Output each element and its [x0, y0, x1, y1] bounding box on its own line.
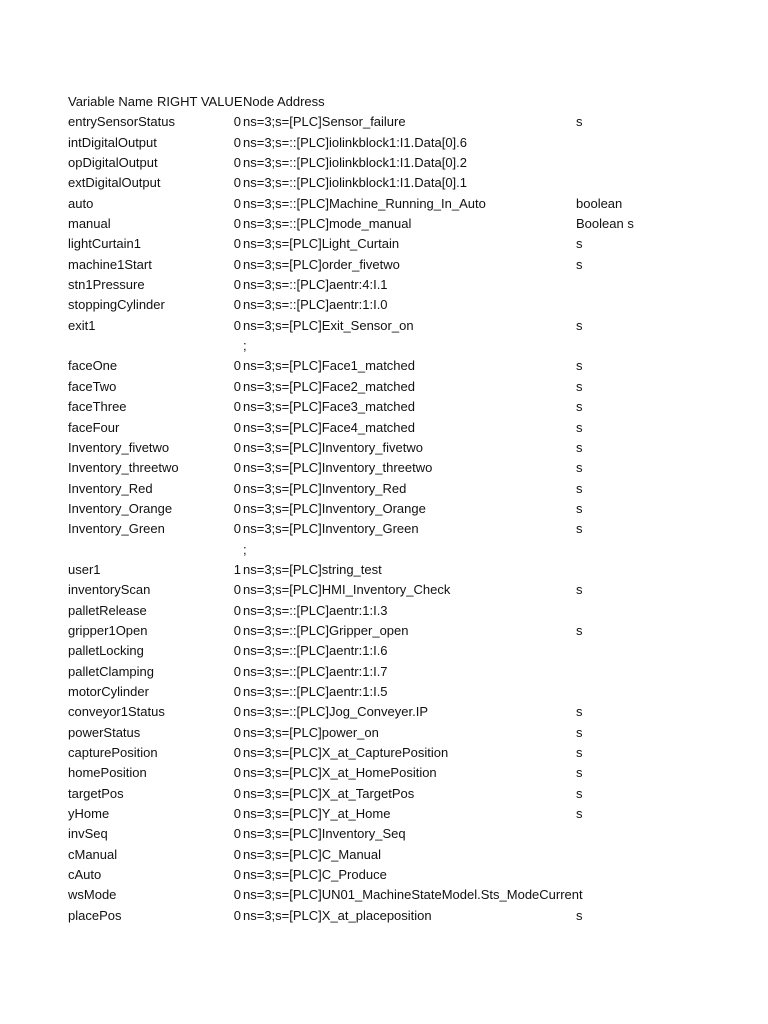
- table-row: [0, 479, 768, 499]
- table-row: [0, 763, 768, 783]
- node-address-cell[interactable]: ns=3;s=[PLC]Inventory_threetwo: [243, 460, 433, 476]
- node-address-cell[interactable]: ns=3;s=::[PLC]aentr:1:I.6: [243, 643, 388, 659]
- right-value-cell[interactable]: 0: [233, 134, 241, 150]
- type-cell[interactable]: Boolean s: [576, 216, 634, 232]
- spreadsheet: [0, 92, 768, 926]
- node-address-cell[interactable]: ns=3;s=[PLC]Face4_matched: [243, 419, 415, 435]
- variable-name-cell[interactable]: capturePosition: [68, 745, 158, 760]
- node-address-cell[interactable]: ns=3;s=::[PLC]aentr:1:I.7: [243, 663, 388, 679]
- right-value-cell[interactable]: 0: [233, 236, 241, 252]
- type-cell[interactable]: s: [576, 114, 583, 130]
- variable-name-cell[interactable]: homePosition: [68, 765, 147, 781]
- type-cell[interactable]: s: [576, 582, 583, 598]
- variable-name-cell[interactable]: stn1Pressure: [68, 277, 145, 293]
- table-row: [0, 112, 768, 132]
- node-address-cell[interactable]: ns=3;s=[PLC]HMI_Inventory_Check: [243, 582, 451, 598]
- variable-name-cell[interactable]: extDigitalOutput: [68, 175, 161, 191]
- type-cell[interactable]: s: [576, 378, 583, 394]
- right-value-cell[interactable]: 0: [233, 785, 241, 801]
- table-row: [0, 356, 768, 376]
- node-address-cell[interactable]: ns=3;s=::[PLC]aentr:1:I.3: [243, 602, 388, 618]
- variable-name-cell[interactable]: auto: [68, 195, 94, 211]
- right-value-cell[interactable]: 0: [233, 256, 241, 272]
- table-row: [0, 275, 768, 295]
- right-value-cell[interactable]: 0: [233, 195, 241, 211]
- type-cell[interactable]: s: [576, 521, 583, 537]
- type-cell[interactable]: s: [576, 256, 583, 272]
- table-row: [0, 641, 768, 661]
- variable-name-cell[interactable]: intDigitalOutput: [68, 134, 157, 150]
- table-row: [0, 173, 768, 193]
- table-row: [0, 662, 768, 682]
- node-address-cell[interactable]: ns=3;s=[PLC]Inventory_Seq: [243, 826, 406, 842]
- type-cell[interactable]: s: [576, 439, 583, 455]
- node-address-cell[interactable]: ns=3;s=[PLC]Face3_matched: [243, 399, 415, 415]
- node-address-cell[interactable]: ns=3;s=::[PLC]Gripper_open: [243, 622, 409, 638]
- node-address-cell[interactable]: ns=3;s=[PLC]order_fivetwo: [243, 256, 400, 272]
- table-row: [0, 580, 768, 600]
- separator-cell[interactable]: ;: [243, 338, 247, 354]
- right-value-cell[interactable]: 0: [233, 602, 241, 618]
- table-row: [0, 560, 768, 580]
- header-right-value[interactable]: RIGHT VALUE: [157, 94, 243, 109]
- variable-name-cell[interactable]: palletClamping: [68, 663, 154, 679]
- right-value-cell[interactable]: 0: [233, 724, 241, 740]
- node-address-cell[interactable]: ns=3;s=[PLC]power_on: [243, 724, 379, 740]
- node-address-cell[interactable]: ns=3;s=::[PLC]Machine_Running_In_Auto: [243, 195, 486, 211]
- right-value-cell[interactable]: 0: [233, 663, 241, 679]
- table-row: [0, 316, 768, 336]
- node-address-cell[interactable]: ns=3;s=::[PLC]iolinkblock1:I1.Data[0].6: [243, 134, 468, 150]
- node-address-cell[interactable]: ns=3;s=::[PLC]aentr:1:I.5: [243, 683, 388, 699]
- right-value-cell[interactable]: 0: [233, 358, 241, 374]
- table-row: [0, 519, 768, 539]
- table-row: [0, 255, 768, 275]
- right-value-cell[interactable]: 0: [233, 745, 241, 760]
- right-value-cell[interactable]: 0: [233, 683, 241, 699]
- table-row: [0, 153, 768, 173]
- node-address-cell[interactable]: ns=3;s=[PLC]Face2_matched: [243, 378, 415, 394]
- variable-name-cell[interactable]: gripper1Open: [68, 622, 148, 638]
- variable-name-cell[interactable]: manual: [68, 216, 111, 232]
- right-value-cell[interactable]: 0: [233, 867, 241, 883]
- variable-name-cell[interactable]: Inventory_Orange: [68, 500, 173, 516]
- type-cell[interactable]: s: [576, 480, 583, 496]
- table-row: [0, 458, 768, 478]
- right-value-cell[interactable]: 0: [233, 297, 241, 313]
- variable-name-cell[interactable]: Inventory_threetwo: [68, 460, 179, 476]
- type-cell[interactable]: s: [576, 765, 583, 781]
- data-rows: [0, 112, 768, 926]
- type-cell[interactable]: s: [576, 419, 583, 435]
- table-row: [0, 295, 768, 315]
- node-address-cell[interactable]: ns=3;s=[PLC]X_at_TargetPos: [243, 785, 415, 801]
- node-address-cell[interactable]: ns=3;s=[PLC]string_test: [243, 561, 382, 577]
- table-row: [0, 397, 768, 417]
- right-value-cell[interactable]: 0: [233, 622, 241, 638]
- type-cell[interactable]: s: [576, 785, 583, 801]
- variable-name-cell[interactable]: faceFour: [68, 419, 120, 435]
- right-value-cell[interactable]: 0: [233, 582, 241, 598]
- variable-name-cell[interactable]: entrySensorStatus: [68, 114, 175, 130]
- table-row: [0, 194, 768, 214]
- right-value-cell[interactable]: 0: [233, 439, 241, 455]
- variable-name-cell[interactable]: conveyor1Status: [68, 704, 165, 720]
- type-cell[interactable]: s: [576, 317, 583, 333]
- variable-name-cell[interactable]: stoppingCylinder: [68, 297, 165, 313]
- node-address-cell[interactable]: ns=3;s=[PLC]X_at_CapturePosition: [243, 745, 449, 760]
- node-address-cell[interactable]: ns=3;s=[PLC]X_at_placeposition: [243, 907, 432, 923]
- node-address-cell[interactable]: ns=3;s=[PLC]Face1_matched: [243, 358, 415, 374]
- type-cell[interactable]: s: [576, 622, 583, 638]
- header-variable-name[interactable]: Variable Name: [68, 94, 154, 109]
- right-value-cell[interactable]: 0: [233, 907, 241, 923]
- type-cell[interactable]: s: [576, 907, 583, 923]
- table-row: [0, 601, 768, 621]
- separator-cell[interactable]: ;: [243, 541, 247, 557]
- separator-row: [0, 540, 768, 560]
- table-row: [0, 214, 768, 234]
- right-value-cell[interactable]: 0: [233, 378, 241, 394]
- right-value-cell[interactable]: 0: [233, 887, 241, 903]
- right-value-cell[interactable]: 0: [233, 806, 241, 822]
- variable-name-cell[interactable]: wsMode: [68, 887, 117, 903]
- variable-name-cell[interactable]: opDigitalOutput: [68, 155, 158, 171]
- table-row: [0, 824, 768, 844]
- node-address-cell[interactable]: ns=3;s=[PLC]Y_at_Home: [243, 806, 391, 822]
- variable-name-cell[interactable]: Inventory_fivetwo: [68, 439, 170, 455]
- variable-name-cell[interactable]: powerStatus: [68, 724, 141, 740]
- type-cell[interactable]: s: [576, 460, 583, 476]
- variable-name-cell[interactable]: Inventory_Red: [68, 480, 153, 496]
- variable-name-cell[interactable]: palletRelease: [68, 602, 147, 618]
- variable-name-cell[interactable]: placePos: [68, 907, 122, 923]
- node-address-cell[interactable]: ns=3;s=[PLC]Inventory_fivetwo: [243, 439, 423, 455]
- right-value-cell[interactable]: 0: [233, 216, 241, 232]
- table-row: [0, 499, 768, 519]
- variable-name-cell[interactable]: faceThree: [68, 399, 127, 415]
- table-row: [0, 804, 768, 824]
- table-row: [0, 377, 768, 397]
- variable-name-cell[interactable]: cManual: [68, 846, 118, 862]
- type-cell[interactable]: s: [576, 745, 583, 760]
- node-address-cell[interactable]: ns=3;s=::[PLC]aentr:1:I.0: [243, 297, 388, 313]
- right-value-cell[interactable]: 0: [233, 480, 241, 496]
- variable-name-cell[interactable]: targetPos: [68, 785, 124, 801]
- node-address-cell[interactable]: ns=3;s=[PLC]C_Manual: [243, 846, 382, 862]
- type-cell[interactable]: s: [576, 399, 583, 415]
- node-address-cell[interactable]: ns=3;s=::[PLC]iolinkblock1:I1.Data[0].1: [243, 175, 468, 191]
- node-address-cell[interactable]: ns=3;s=[PLC]UN01_MachineStateModel.Sts_ModeCurrent: [243, 887, 583, 903]
- variable-name-cell[interactable]: machine1Start: [68, 256, 152, 272]
- variable-name-cell[interactable]: invSeq: [68, 826, 108, 842]
- table-row: [0, 682, 768, 702]
- variable-name-cell[interactable]: inventoryScan: [68, 582, 151, 598]
- variable-name-cell[interactable]: user1: [68, 561, 101, 577]
- right-value-cell[interactable]: 1: [233, 561, 241, 577]
- variable-name-cell[interactable]: faceTwo: [68, 378, 117, 394]
- right-value-cell[interactable]: 0: [233, 277, 241, 293]
- table-row: [0, 702, 768, 722]
- node-address-cell[interactable]: ns=3;s=[PLC]Inventory_Green: [243, 521, 419, 537]
- node-address-cell[interactable]: ns=3;s=[PLC]C_Produce: [243, 867, 387, 883]
- type-cell[interactable]: boolean: [576, 195, 623, 211]
- variable-name-cell[interactable]: Inventory_Green: [68, 521, 165, 537]
- node-address-cell[interactable]: ns=3;s=[PLC]Inventory_Orange: [243, 500, 426, 516]
- table-row: [0, 723, 768, 743]
- right-value-cell[interactable]: 0: [233, 765, 241, 781]
- right-value-cell[interactable]: 0: [233, 175, 241, 191]
- table-row: [0, 743, 768, 763]
- variable-name-cell[interactable]: motorCylinder: [68, 683, 149, 699]
- table-row: [0, 906, 768, 926]
- node-address-cell[interactable]: ns=3;s=::[PLC]iolinkblock1:I1.Data[0].2: [243, 155, 468, 171]
- variable-name-cell[interactable]: faceOne: [68, 358, 118, 374]
- right-value-cell[interactable]: 0: [233, 155, 241, 171]
- table-row: [0, 885, 768, 905]
- right-value-cell[interactable]: 0: [233, 826, 241, 842]
- table-row: [0, 418, 768, 438]
- table-row: [0, 621, 768, 641]
- header-node-address[interactable]: Node Address: [243, 94, 325, 109]
- header-row: [0, 92, 768, 112]
- right-value-cell[interactable]: 0: [233, 114, 241, 130]
- variable-name-cell[interactable]: cAuto: [68, 867, 102, 883]
- variable-name-cell[interactable]: yHome: [68, 806, 110, 822]
- type-cell[interactable]: s: [576, 724, 583, 740]
- right-value-cell[interactable]: 0: [233, 460, 241, 476]
- type-cell[interactable]: s: [576, 704, 583, 720]
- variable-name-cell[interactable]: palletLocking: [68, 643, 144, 659]
- table-row: [0, 438, 768, 458]
- table-row: [0, 865, 768, 885]
- type-cell[interactable]: s: [576, 806, 583, 822]
- type-cell[interactable]: s: [576, 358, 583, 374]
- right-value-cell[interactable]: 0: [233, 643, 241, 659]
- right-value-cell[interactable]: 0: [233, 704, 241, 720]
- variable-name-cell[interactable]: exit1: [68, 317, 96, 333]
- type-cell[interactable]: s: [576, 236, 583, 252]
- right-value-cell[interactable]: 0: [233, 419, 241, 435]
- separator-row: [0, 336, 768, 356]
- node-address-cell[interactable]: ns=3;s=[PLC]Light_Curtain: [243, 236, 400, 252]
- right-value-cell[interactable]: 0: [233, 521, 241, 537]
- right-value-cell[interactable]: 0: [233, 500, 241, 516]
- type-cell[interactable]: s: [576, 500, 583, 516]
- node-address-cell[interactable]: ns=3;s=::[PLC]aentr:4:I.1: [243, 277, 388, 293]
- right-value-cell[interactable]: 0: [233, 846, 241, 862]
- node-address-cell[interactable]: ns=3;s=[PLC]Inventory_Red: [243, 480, 407, 496]
- node-address-cell[interactable]: ns=3;s=::[PLC]Jog_Conveyer.IP: [243, 704, 428, 720]
- right-value-cell[interactable]: 0: [233, 399, 241, 415]
- table-row: [0, 845, 768, 865]
- variable-name-cell[interactable]: lightCurtain1: [68, 236, 141, 252]
- table-row: [0, 133, 768, 153]
- node-address-cell[interactable]: ns=3;s=::[PLC]mode_manual: [243, 216, 412, 232]
- node-address-cell[interactable]: ns=3;s=[PLC]Sensor_failure: [243, 114, 406, 130]
- table-row: [0, 234, 768, 254]
- table-row: [0, 784, 768, 804]
- node-address-cell[interactable]: ns=3;s=[PLC]Exit_Sensor_on: [243, 317, 414, 333]
- right-value-cell[interactable]: 0: [233, 317, 241, 333]
- node-address-cell[interactable]: ns=3;s=[PLC]X_at_HomePosition: [243, 765, 437, 781]
